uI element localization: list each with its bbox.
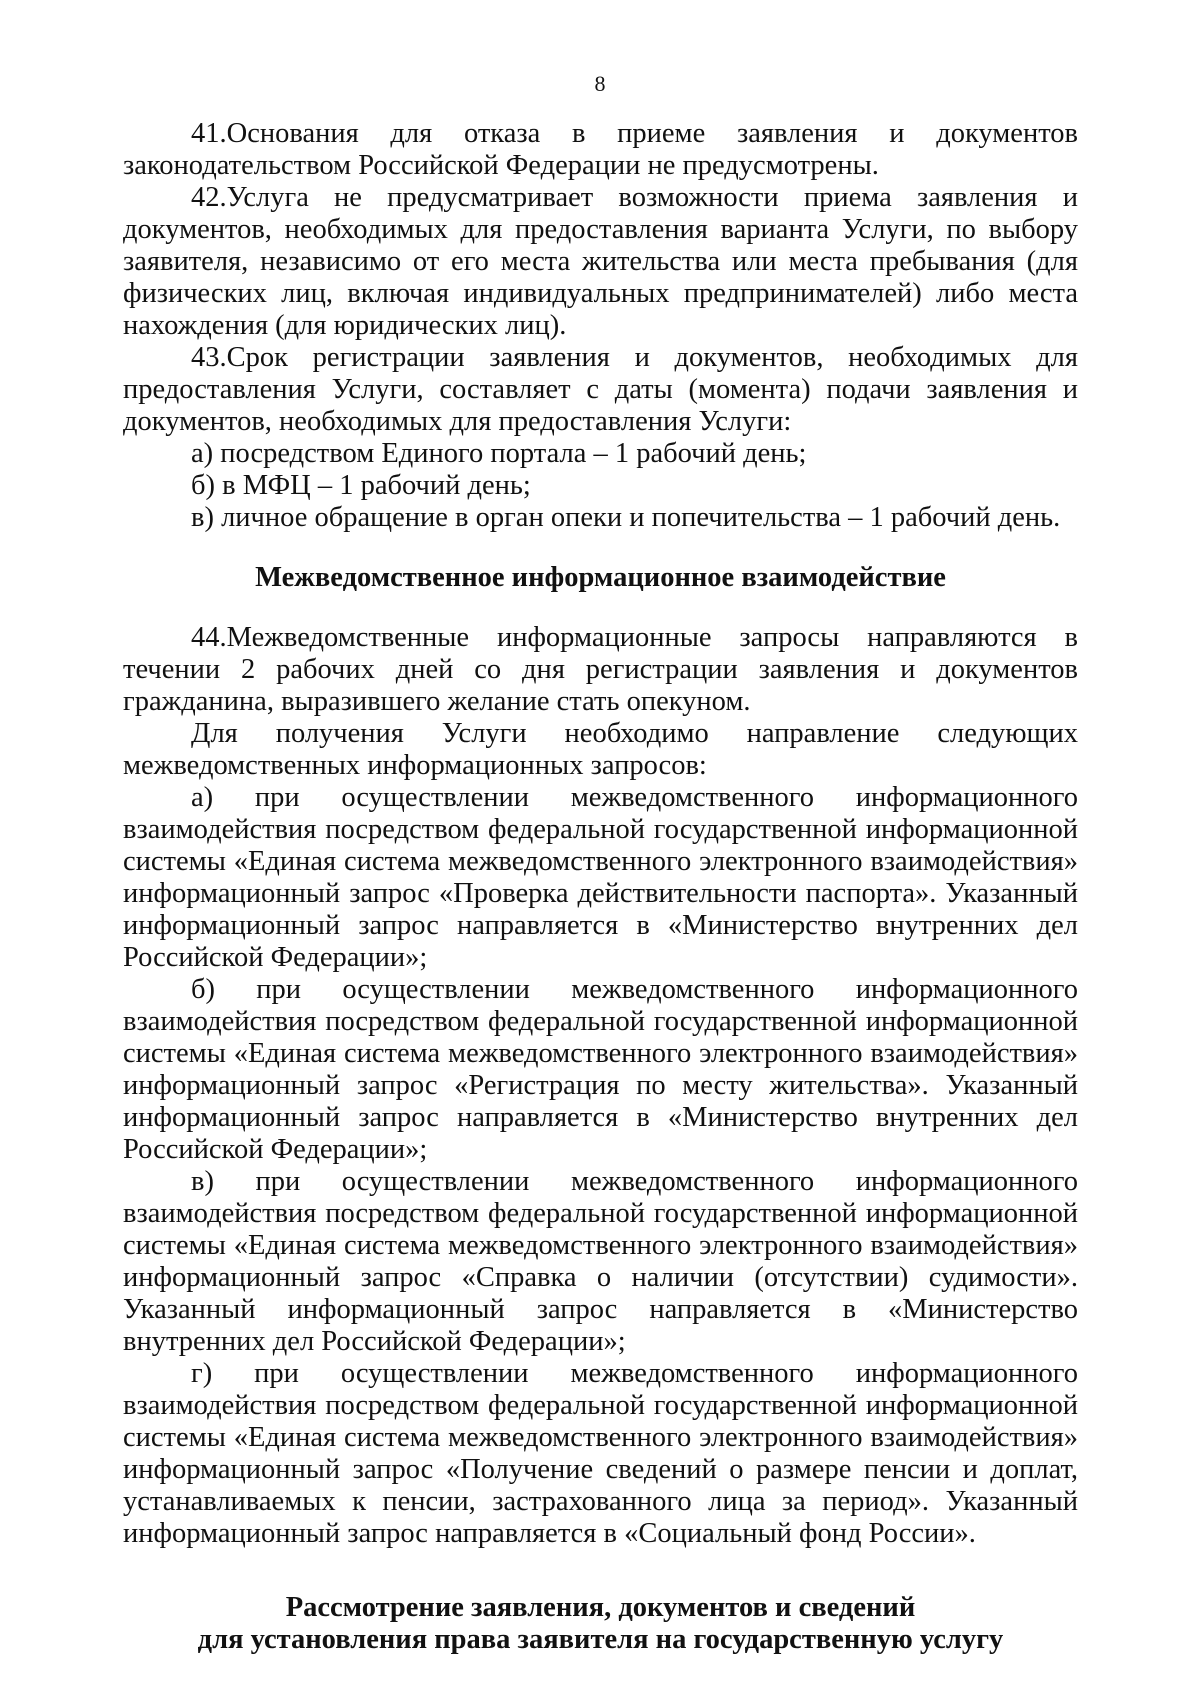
paragraph-43-item-b: б) в МФЦ – 1 рабочий день; [191,470,531,501]
paragraph-41: 41.Основания для отказа в приеме заявления и документов законодательством Российской Федерации не предусмотрены. [123,118,1078,181]
paragraph-42: 42.Услуга не предусматривает возможности приема заявления и документов, необходимых для предоставления варианта Услуги, по выбору заявителя, независимо от его места жительства или места пребывания (для физических лиц, включая индивидуальных предпринимателей) либо места нахождения (для юридических лиц). [123,182,1078,341]
request-item-b: б) при осуществлении межведомственного информационного взаимодействия посредством федеральной государственной информационной системы «Единая система межведомственного электронного взаимодействия» информационный запрос «Регистрация по месту жительства». Указанный информационный запрос направляется в «Министерство внутренних дел Российской Федерации»; [123,974,1078,1165]
paragraph-43-item-a: а) посредством Единого портала – 1 рабочий день; [191,438,807,469]
paragraph-44: 44.Межведомственные информационные запросы направляются в течении 2 рабочих дней со дня регистрации заявления и документов гражданина, выразившего желание стать опекуном. [123,622,1078,717]
page-number: 8 [594,71,606,96]
paragraph-43: 43.Срок регистрации заявления и документов, необходимых для предоставления Услуги, составляет с даты (момента) подачи заявления и документов, необходимых для предоставления Услуги: [123,342,1078,437]
section-heading-interagency: Межведомственное информационное взаимодействие [255,562,946,593]
request-item-a: а) при осуществлении межведомственного информационного взаимодействия посредством федеральной государственной информационной системы «Единая система межведомственного электронного взаимодействия» информационный запрос «Проверка действительности паспорта». Указанный информационный запрос направляется в «Министерство внутренних дел Российской Федерации»; [123,782,1078,973]
paragraph-requests-intro: Для получения Услуги необходимо направление следующих межведомственных информационных запросов: [123,718,1078,781]
paragraph-43-item-v: в) личное обращение в орган опеки и попечительства – 1 рабочий день. [191,502,1061,533]
section-heading-review-line-2: для установления права заявителя на государственную услугу [197,1624,1004,1655]
document-body [123,118,1078,1656]
section-heading-review-line-1: Рассмотрение заявления, документов и сведений [285,1592,916,1623]
request-item-v: в) при осуществлении межведомственного информационного взаимодействия посредством федеральной государственной информационной системы «Единая система межведомственного электронного взаимодействия» информационный запрос «Справка о наличии (отсутствии) судимости». Указанный информационный запрос направляется в «Министерство внутренних дел Российской Федерации»; [123,1166,1078,1357]
section-heading-review [123,1592,1078,1656]
request-item-g: г) при осуществлении межведомственного информационного взаимодействия посредством федеральной государственной информационной системы «Единая система межведомственного электронного взаимодействия» информационный запрос «Получение сведений о размере пенсии и доплат, устанавливаемых к пенсии, застрахованного лица за период». Указанный информационный запрос направляется в «Социальный фонд России». [123,1358,1078,1549]
